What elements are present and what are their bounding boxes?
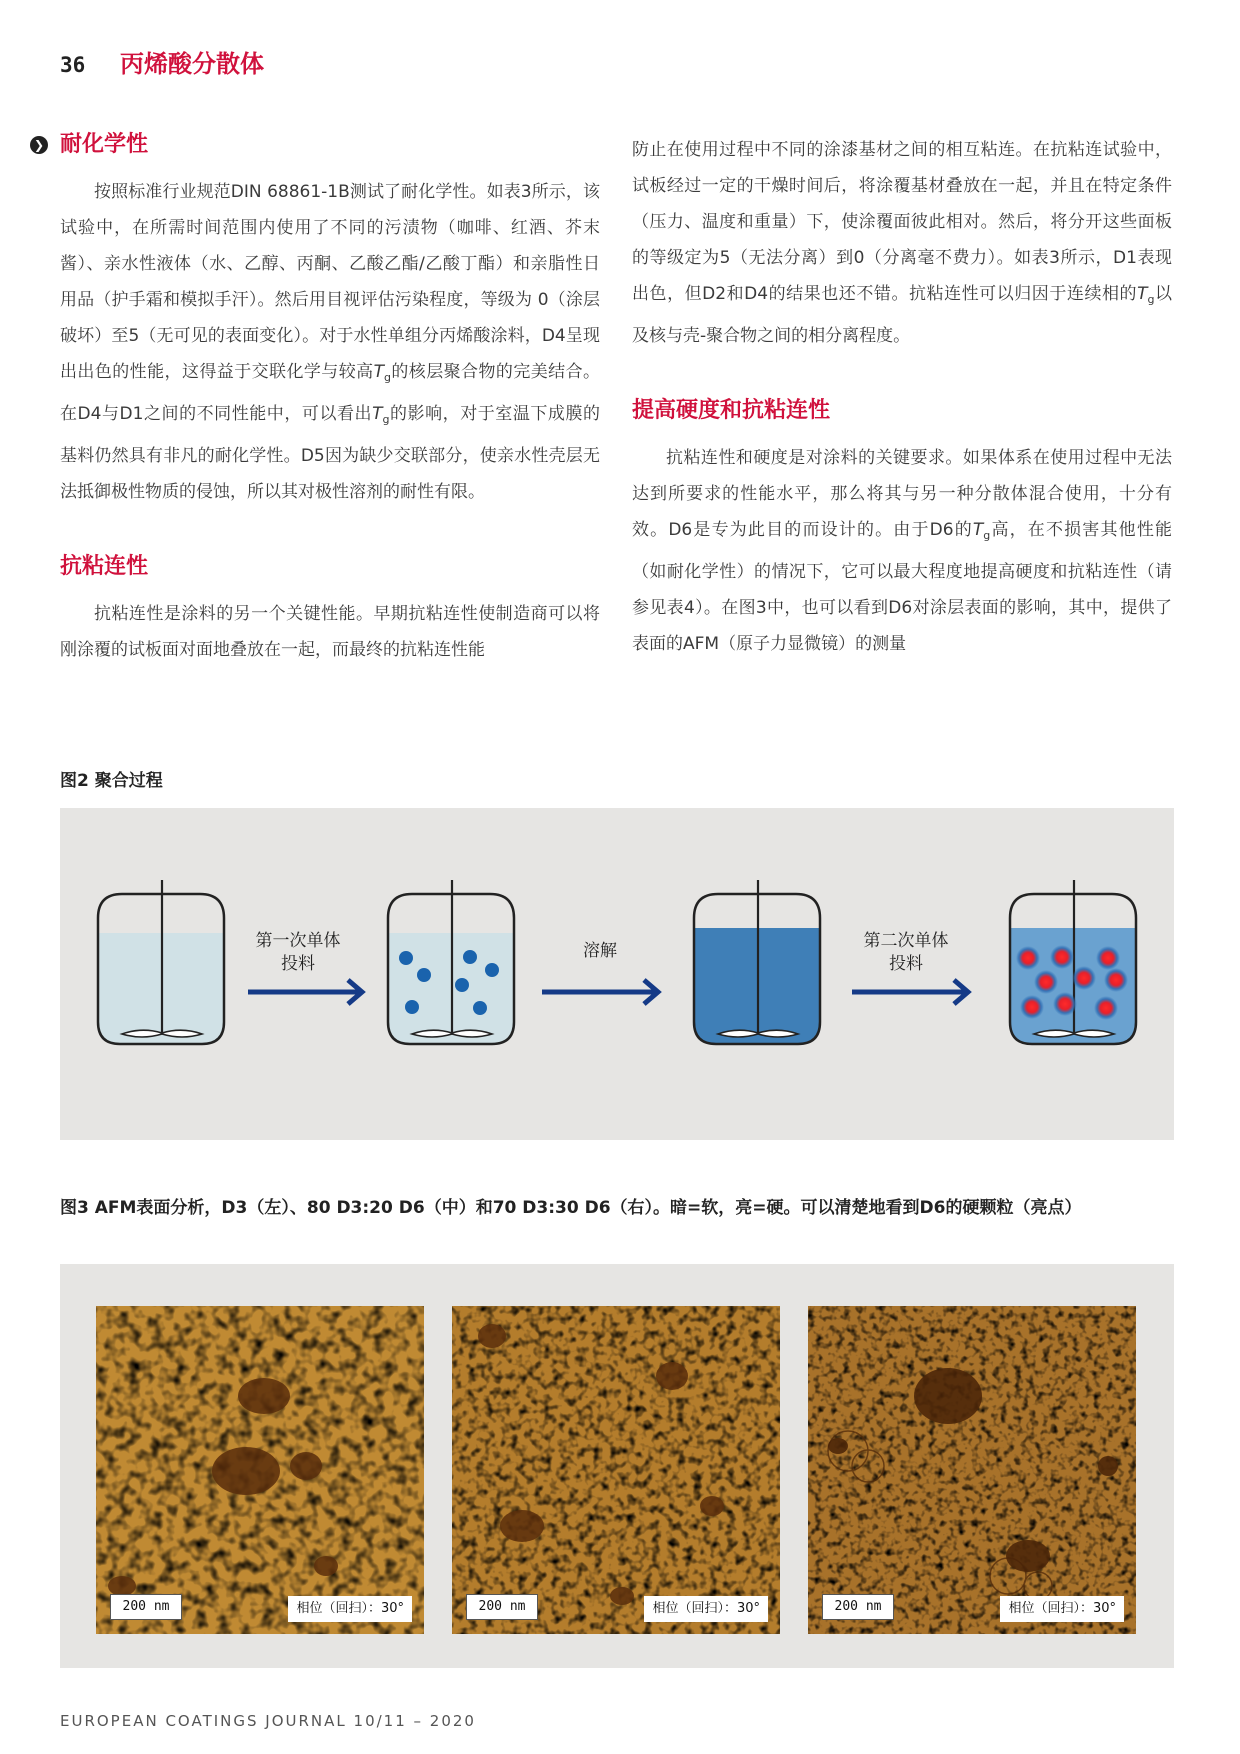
arrow-2	[542, 980, 658, 1004]
polymerization-diagram	[60, 808, 1174, 1140]
beaker-3	[694, 880, 820, 1044]
arrow-1	[248, 980, 362, 1004]
beaker-2	[388, 880, 514, 1044]
figure2-caption: 图2 聚合过程	[60, 771, 163, 791]
chemical-resistance-title: 耐化学性	[60, 132, 149, 157]
scale-bar: 200 nm	[822, 1594, 894, 1620]
step-second-monomer-feed: 第二次单体 投料	[863, 931, 949, 974]
page-number: 36	[60, 53, 86, 77]
page-header	[60, 44, 264, 79]
beaker-1	[98, 880, 224, 1044]
scale-bar: 200 nm	[466, 1594, 538, 1620]
scale-bar: 200 nm	[110, 1594, 182, 1620]
figure3-afm-panel	[60, 1264, 1174, 1668]
left-column	[33, 130, 601, 668]
right-column	[632, 132, 1172, 662]
chemical-resistance-heading	[33, 130, 600, 160]
chemical-resistance-paragraph: 按照标准行业规范DIN 68861-1B测试了耐化学性。如表3所示，该试验中，在所需时间范围内使用了不同的污渍物（咖啡、红酒、芥末酱）、亲水性液体（水、乙醇、丙酮、乙酸乙酯/乙酸丁酯）和亲脂性日用品（护手霜和模拟手汗）。然后用目视评估污染程度，等级为 0（涂层破坏）至5（无可见的表面变化）。对于水性单组分丙烯酸涂料，D4呈现出出色的性能，这得益于交联化学与较高$T_g$的核层聚合物的完美结合。在D4与D1之间的不同性能中，可以看出$T_g$的影响，对于室温下成膜的基料仍然具有非凡的耐化学性。D5因为缺少交联部分，使亲水性壳层无法抵御极性物质的侵蚀，所以其对极性溶剂的耐性有限。	[60, 182, 601, 502]
step-dissolve: 溶解	[583, 941, 617, 961]
figure2-diagram	[60, 808, 1174, 1140]
block-resistance-continued: 防止在使用过程中不同的涂漆基材之间的相互粘连。在抗粘连试验中，试板经过一定的干燥时间后，将涂覆基材叠放在一起，并且在特定条件（压力、温度和重量）下，使涂覆面彼此相对。然后，将分开这些面板的等级定为5（无法分离）到0（分离毫不费力）。如表3所示，D1表现出色，但D2和D4的结果也还不错。抗粘连性可以归因于连续相的$T_g$以及核与壳-聚合物之间的相分离程度。	[632, 140, 1173, 346]
afm-image-70d3-30d6	[808, 1306, 1136, 1634]
block-resistance-title: 抗粘连性	[60, 554, 149, 579]
block-resistance-paragraph: 抗粘连性是涂料的另一个关键性能。早期抗粘连性使制造商可以将刚涂覆的试板面对面地叠放在一起，而最终的抗粘连性能	[60, 604, 600, 660]
hardness-heading: 提高硬度和抗粘连性	[632, 398, 831, 423]
phase-label: 相位（回扫）：30°	[644, 1596, 768, 1622]
afm-image-80d3-20d6	[452, 1306, 780, 1634]
step-first-monomer-feed: 第一次单体 投料	[255, 931, 341, 974]
figure3-caption: 图3 AFM表面分析，D3（左）、80 D3:20 D6（中）和70 D3:30 D6（右）。暗=软，亮=硬。可以清楚地看到D6的硬颗粒（亮点）	[60, 1198, 1082, 1218]
phase-label: 相位（回扫）：30°	[288, 1596, 412, 1622]
beaker-4	[1010, 880, 1136, 1044]
afm-image-d3	[96, 1306, 424, 1634]
phase-label: 相位（回扫）：30°	[1000, 1596, 1124, 1622]
section-title: 丙烯酸分散体	[120, 50, 264, 78]
hardness-paragraph: 抗粘连性和硬度是对涂料的关键要求。如果体系在使用过程中无法达到所要求的性能水平，那么将其与另一种分散体混合使用，十分有效。D6是专为此目的而设计的。由于D6的$T_g$高，在不损害其他性能（如耐化学性）的情况下，它可以最大程度地提高硬度和抗粘连性（请参见表4）。在图3中，也可以看到D6对涂层表面的影响，其中，提供了表面的AFM（原子力显微镜）的测量	[632, 448, 1172, 654]
arrow-3	[852, 980, 968, 1004]
chevron-right-icon: ❯	[30, 136, 48, 154]
journal-footer: EUROPEAN COATINGS JOURNAL 10/11 – 2020	[60, 1712, 476, 1730]
